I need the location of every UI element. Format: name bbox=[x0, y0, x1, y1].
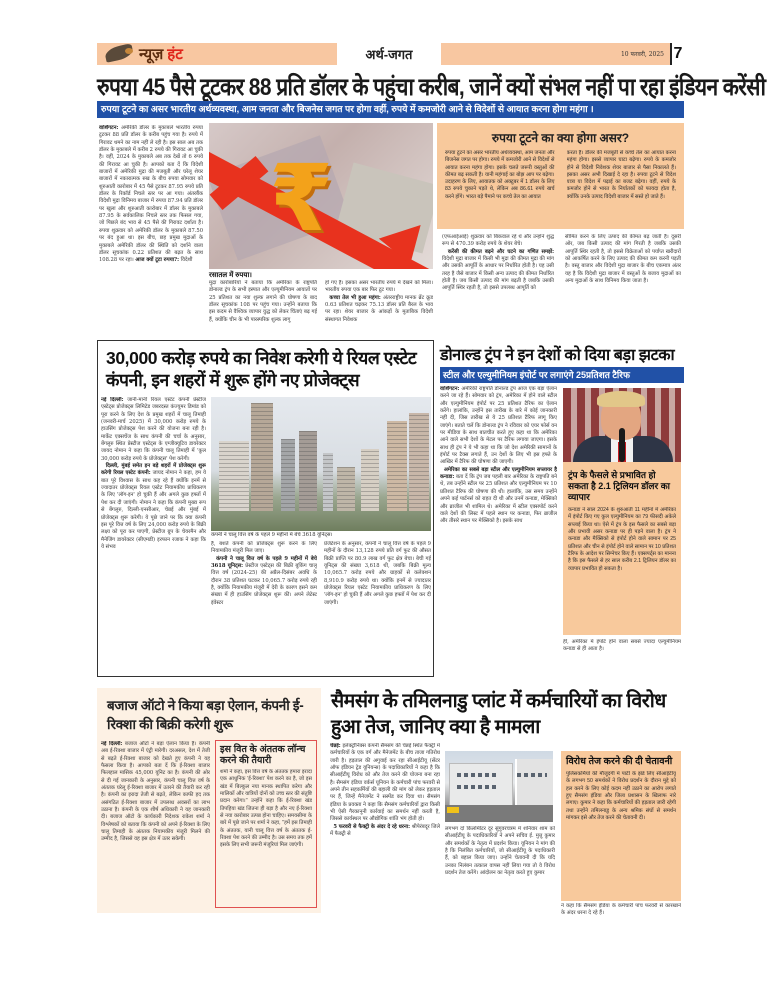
trump-photo bbox=[563, 388, 681, 462]
issue-date: 10 फरवरी, 2025 bbox=[441, 43, 670, 65]
sidebar-body: पुलिसकर्मियों की मौजूदगी में पार्टी के झंडे लिए सीआईटीयू के लगभग 50 समर्थकों ने विरोध प्रदर्शन के दौरान मुद्दे को हल करने के लिए कोई कदम नहीं उठाने का आरोप लगाते हुए सैमसंग इंडिया और जिला प्रशासन के खिलाफ नारे लगाए। कुमार ने कहा कि कर्मचारियों की हड़ताल जारी रहेगी तथा उन्होंने तमिलनाडु के अन्य श्रमिक संघों से समर्थन मांगकर इसे और तेज करने की चेतावनी दी। bbox=[566, 771, 676, 822]
lead-column-3: हो गए हैं। इसका असर भारतीय रुपये में देखने को मिला। भारतीय रुपया एक बार फिर टूट गया। कच्चा तेल भी हुआ महंगा: अंतरराष्ट्रीय मानक ब्रेंट क्रूड 0.63 प्रतिशत चढ़कर 75.13 डॉलर प्रति बैरल के भाव पर रहा। शेयर बाजार के आंकड़ों के मुताबिक विदेशी संस्थागत निवेशक bbox=[325, 280, 433, 323]
page-number: 7 bbox=[670, 43, 684, 65]
lead-column-4: (एफआईआई) शुक्रवार को बिकवाल रहे थे और उन्होंने शुद्ध रूप से 470.39 करोड़ रुपये के शेयर बेचे। करेंसी की कीमत बढ़ने और घटने का गणित समझें: विदेशी मुद्रा बाजार में किसी भी मुद्रा की कीमत मुद्रा की मांग और उसकी आपूर्ति के आधार पर निर्धारित होती है। यह उसी तरह है जैसे बाजार में किसी अन्य उत्पाद की कीमत निर्धारित होती है। जब किसी उत्पाद की मांग बढ़ती है जबकि उसकी आपूर्ति स्थिर रहती है, तो इससे उपलब्ध आपूर्ति को bbox=[442, 234, 554, 292]
subhead: कच्चा तेल भी हुआ महंगा: bbox=[329, 294, 381, 301]
samsung-headline: सैमसंग के तमिलनाडु प्लांट में कर्मचारियों का विरोध हुआ तेज, जानिए क्या है मामला bbox=[331, 690, 666, 738]
realestate-story bbox=[97, 340, 434, 677]
eagle-logo-icon bbox=[103, 44, 137, 64]
sidebar-body: कनाडा ने साल 2024 के शुरुआती 11 महीनों में अमेरिका में इंपोर्ट किए गए कुल एल्युमीनियम का 79 फीसदी अकेले सप्लाई किया था। ऐसे में ट्रंप के इस फैसले का सबसे बड़ा और प्रभावी असर कनाडा पर ही पड़ने वाला है। ट्रंप ने कनाडा और मैक्सिको से इंपोर्ट होने वाले सामान पर 25 प्रतिशत और चीन से इंपोर्ट होने वाले सामान पर 10 प्रतिशत टैरिफ के आदेश पर सिग्नेचर किए हैं। एक्सपर्ट्स का मानना है कि इस फैसले से हर साल करीब 2.1 ट्रिलियन डॉलर का व्यापार प्रभावित हो सकता है। bbox=[568, 507, 676, 572]
image-caption: रसातल में रुपया। bbox=[209, 272, 252, 279]
protest-warning-sidebar bbox=[561, 751, 681, 901]
realestate-column-2: है, बशर्ते कंपनी को प्रोजेक्ट्स शुरू करने के लिए नियामकीय मंजूरी मिल जाए। कंपनी ने चालू वित्त वर्ष के पहले 9 महीनों में बेचे 3618 यूनिट्स: प्रेस्टीज एस्टेट्स की बिक्री बुकिंग चालू वित्त वर्ष (2024-25) की अप्रैल-दिसंबर अवधि के दौरान 38 प्रतिशत घटकर 10,065.7 करोड़ रुपये रही है, क्योंकि नियामकीय मंजूरी में देरी के कारण इसने कम संख्या में ही हाउसिंग प्रोजेक्ट्स शुरू कीं। अपने लेटेस्ट इंवेस्टर bbox=[211, 541, 317, 606]
trump-column-2: ही, अमेरिका में इंपोर्ट होने वाला सबसे ज्यादा एल्युमीनियम कनाडा से ही आता है। bbox=[563, 639, 681, 653]
sidebar-title: ट्रंप के फैसले से प्रभावित हो सकता है 2.1 ट्रिलियन डॉलर का व्यापार bbox=[568, 470, 670, 502]
samsung-column-3: ने कहा कि सैमसंग इंडिया के कर्मचारी पांच फरवरी से कारखाने के अंदर धरना दे रहे हैं। bbox=[561, 903, 681, 917]
samsung-factory-image bbox=[445, 751, 553, 822]
rupee-impact-sidebar bbox=[437, 123, 684, 229]
bajaj-column-1: नई दिल्ली: बजाज ऑटो ने बड़ा ऐलान किया है। कंपनी अब ई-रिक्शा बाजार में एंट्री मारेगी। दरअसल, देश में तेजी से बढ़ते ई-रिक्शा बाजार को देखते हुए कंपनी ने यह फैसला किया है। आपको बता दें कि ई-रिक्शा बाजार फिलहाल मासिक 45,000 यूनिट का है। कंपनी की ओर से दी गई जानकारी के अनुसार, कंपनी चालू वित्त वर्ष के अंततक घरेलू ई-रिक्शा बाजार में उतरने की तैयारी कर रही है। कंपनी का इरादा तेजी से बढ़ते, लेकिन काफी हद तक असंगठित ई-रिक्शा बाजार में उपलब्ध अवसरों का लाभ उठाना है। कंपनी के एक शीर्ष अधिकारी ने यह जानकारी दी। बजाज ऑटो के कार्यकारी निदेशक राकेश शर्मा ने विश्लेषकों को बताया कि कंपनी को अपने ई-रिक्शा के लिए चालू तिमाही के अंततक नियामकीय मंजूरी मिलने की उम्मीद है, जिससे वह इस क्षेत्र में उतर सकेगी। bbox=[101, 741, 210, 843]
trade-impact-sidebar bbox=[563, 462, 681, 635]
section-title: अर्थ-जगत bbox=[337, 43, 441, 65]
dateline: वाशिंगटन: bbox=[440, 386, 460, 392]
trump-strapline: स्टील और एल्युमीनियम इंपोर्ट पर लगाएंगे 25प्रतिशत टैरिफ bbox=[440, 367, 684, 383]
samsung-column-1: चेन्नई: इलेक्ट्रॉनिक्स कंपनी सैमसंग की चेन्नई स्थित फैक्ट्री में कर्मचारियों के एक वर्ग और मैनेजमेंट के बीच ताजा गतिरोध जारी है। हड़ताल की अगुवाई कर रहा सीआईटीयू (सेंटर ऑफ इंडियन ट्रेड यूनियन्स) के पदाधिकारियों ने कहा है कि सीआईटीयू विरोध को और तेज करने की योजना बना रहा है। सैमसंग इंडिया वर्कर्स यूनियन के कर्मचारी पांच फरवरी से अपने तीन सहकर्मियों की बहाली की मांग को लेकर हड़ताल पर हैं, जिन्हें मैनेजमेंट ने सस्पेंड कर दिया था। सैमसंग इंडिया के प्रवक्ता ने कहा कि सैमसंग कर्मचारियों द्वारा किसी भी ऐसी गैरकानूनी कार्रवाई का समर्थन नहीं करती है, जिससे कार्यस्थल पर औद्योगिक शांति भंग होती हो। 5 फरवरी से फैक्ट्री के अंदर दे रहे धरना: श्रीपेरंबदूर जिले में फैक्ट्री से bbox=[330, 743, 440, 838]
microphone-icon bbox=[619, 428, 625, 462]
lead-column-2: मुद्रा कारोबारियों ने बताया कि अमेरिका के राष्ट्रपति डोनाल्ड ट्रंप के सभी इस्पात और एल्यूमीनियम आयातों पर 25 प्रतिशत का नया शुल्क लगाने की घोषणा के बाद डॉलर सूचकांक 108 पर पहुंच गया। उन्होंने बताया कि इस कदम से वैश्विक व्यापार युद्ध को लेकर चिंताएं बढ़ गई हैं, क्योंकि चीन के भी पारस्परिक शुल्क लागू bbox=[209, 280, 317, 323]
brand-name-part1: न्यूज़ bbox=[139, 46, 164, 63]
lead-column-5: सीमित करने के लिए उत्पाद की कीमत बढ़ जाती है। दूसरी ओर, जब किसी उत्पाद की मांग गिरती है जबकि उसकी आपूर्ति स्थिर रहती है, तो इससे विक्रेताओं को पर्याप्त खरीदारों को आकर्षित करने के लिए उत्पाद की कीमत कम करनी पड़ती है। वस्तु बाजार और विदेशी मुद्रा बाजार के बीच एकमात्र अंतर यह है कि विदेशी मुद्रा बाजार में वस्तुओं के बजाय मुद्राओं का अन्य मुद्राओं के साथ विनिमय किया जाता है। bbox=[565, 234, 681, 285]
image-caption: कंपनी ने चालू वित्त वर्ष के पहले 9 महीनों में बेचे 3618 यूनिट्स। bbox=[211, 532, 333, 538]
realestate-column-3: प्रेजेंटेशन के अनुसार, कंपनी ने चालू वित्त वर्ष के पहले 9 महीनों के दौरान 13,128 रुपये प्रति वर्ग फुट की औसत बिक्री प्राप्ति पर 80.9 लाख वर्ग फुट क्षेत्र बेचा। बेची गई यूनिट्स की संख्या 3,618 थी, जबकि बिक्री मूल्य 10,065.7 करोड़ रुपये और ग्राहकों से कलेक्शन 8,910.9 करोड़ रुपये था। क्योंकि इनमें से ज्यादातर प्रोजेक्ट्स रियल एस्टेट नियामकीय प्राधिकरण के लिए 'लॉग-इन' हो चुकी हैं और अगले कुछ हफ्तों में पेश कर दी जाएंगी। bbox=[324, 541, 431, 606]
sidebar-column-2: करता है। डॉलर की मजबूती से कच्चे तेल का आयात करना महंगा होगा। इससे व्यापार घाटा बढ़ेगा। रुपये के कमजोर होने से विदेशी निवेशक शेयर बाजार से पैसा निकालते हैं। इसका असर अभी दिखाई दे रहा है। रुपया टूटने से विदेश यात्रा या विदेश में पढ़ाई का बजट बढ़ेगा। वहीं, रुपये के कमजोर होने से भारत के निर्यातकों को फायदा होता है, क्योंकि उनके उत्पाद विदेशी बाजार में सस्ते हो जाते हैं। bbox=[566, 150, 676, 200]
bajaj-story bbox=[97, 688, 321, 913]
realestate-headline: 30,000 करोड़ रुपये का निवेश करेगी ये रियल एस्टेट कंपनी, इन शहरों में शुरू होंगे नए प्रोजेक्ट्स bbox=[106, 348, 417, 390]
subhead: कंपनी ने चालू वित्त वर्ष के पहले 9 महीनों में बेचे 3618 यूनिट्स: bbox=[211, 555, 317, 570]
dateline: वाशिंगटन: bbox=[99, 125, 119, 131]
masthead bbox=[97, 43, 684, 65]
dateline: चेन्नई: bbox=[330, 743, 341, 749]
sidebar-title: रुपया टूटने का क्या होगा असर? bbox=[491, 131, 630, 145]
masthead-brand bbox=[97, 43, 337, 65]
lead-strapline: रुपया टूटने का असर भारतीय अर्थव्यवस्था, आम जनता और बिजनेस जगत पर होगा वहीं, रुपये में कमजोरी आने से विदेशों से आयात करना होगा महंगा । bbox=[97, 101, 684, 118]
brand-name-part2: हंट bbox=[167, 46, 183, 63]
subhead: आज क्यों टूटा रुपया?: bbox=[135, 257, 179, 264]
rupee-symbol-icon: ₹ bbox=[269, 145, 334, 252]
dateline: नई दिल्ली: bbox=[101, 397, 124, 403]
sidebar-title: इस वित के अंततक लॉन्च करने की तैयारी bbox=[220, 744, 306, 766]
samsung-column-2: लगभग दो किलोमीटर दूर सुंगुवरचत्रम में शनिवार शाम को सीआईटीयू के पदाधिकारियों ने अपने सचिव ई. मुत्तु कुमार और समर्थकों के नेतृत्व में प्रदर्शन किया। यूनियन ने मांग की है कि निलंबित कर्मचारियों, जो सीआईटीयू के पदाधिकारी हैं, को बहाल किया जाए। उन्होंने चेतावनी दी कि यदि उनका निलंबन तत्काल वापस नहीं लिया गया तो वे विरोध प्रदर्शन तेज करेंगे। आंदोलन का नेतृत्व करते हुए कुमार bbox=[445, 826, 555, 877]
bajaj-headline: बजाज ऑटो ने किया बड़ा ऐलान, कंपनी ई-रिक्शा की बिक्री करेगी शुरू bbox=[107, 698, 304, 732]
subhead: करेंसी की कीमत बढ़ने और घटने का गणित समझें: bbox=[447, 248, 554, 255]
lead-column-1: वाशिंगटन: अमेरिकी डॉलर के मुकाबले भारतीय रुपया टूटकर 88 प्रति डॉलर के करीब पहुंच गया है। रुपये में गिरावट थमने का नाम नहीं ले रही है। इस साल अब तक डॉलर के मुकाबले में करीब 2 रुपये की गिरावट आ चुकी है। वहीं, 2024 के मुकाबले अब तक देखें तो 6 रुपये की गिरावट आ चुकी है। आपको बता दें कि विदेशी बाजारों में अमेरिकी मुद्रा की मजबूती और घरेलू शेयर बाजारों में नकारात्मक रुख के बीच रुपया सोमवार को शुरुआती कारोबार में 45 पैसे टूटकर 87.95 रुपये प्रति डॉलर के रिकॉर्ड निचले स्तर पर आ गया। अंतरबैंक विदेशी मुद्रा विनिमय बाजार में रुपया 87.94 प्रति डॉलर पर खुला और शुरुआती कारोबार में डॉलर के मुकाबले 87.95 के सर्वकालिक निचले स्तर तक फिसल गया, जो पिछले बंद भाव से 45 पैसे की गिरावट दर्शाता है। रुपया शुक्रवार को अमेरिकी डॉलर के मुकाबले 87.50 पर बंद हुआ था। इस बीच, छह प्रमुख मुद्राओं के मुकाबले अमेरिकी डॉलर की स्थिति को दर्शाने वाला डॉलर सूचकांक 0.22 प्रतिशत की बढ़त के साथ 108.28 पर रहा। आज क्यों टूटा रुपया?: विदेशी bbox=[99, 125, 203, 264]
dateline: नई दिल्ली: bbox=[101, 741, 123, 747]
sidebar-title: विरोध तेज करने की दी चेतावनी bbox=[566, 756, 673, 767]
realestate-column-1: नई दिल्ली: जानी-मानी रियल एस्टेट कंपनी प्रेस्टीज एस्टेट्स प्रोजेक्ट्स लिमिटेड जबरदस्त कंज्यूमर डिमांड को पूरा करने के लिए देश के प्रमुख शहरों में चालू तिमाही (जनवरी-मार्च 2025) में 30,000 करोड़ रुपये के हाउसिंग प्रोजेक्ट्स पेश करने की योजना बना रही है। मार्केट एक्सचेंज के साथ कंपनी की चर्चा के अनुसार, बेंगलुरु स्थित प्रेस्टीज एस्टेट्स के एग्जीक्यूटिव डायरेक्टर जायद नोमान ने कहा कि कंपनी चालू तिमाही में 'कुल 30,000 करोड़ रुपये के प्रोजेक्ट्स' पेश करेगी। दिल्ली, मुंबई समेत इन बड़े शहरों में प्रोजेक्ट्स शुरू करेगी रियल एस्टेट कंपनी: जायद नोमान ने कहा, हम ये बात पूरे विश्वास के साथ कह रहे हैं क्योंकि इनमें से ज्यादातर प्रोजेक्ट्स रियल एस्टेट नियामकीय प्राधिकरण के लिए 'लॉग-इन' हो चुकी हैं और अगले कुछ हफ्तों में पेश कर दी जाएंगी। नोमान ने कहा कि कंपनी मुख्य रूप से बेंगलुरु, दिल्ली-एनसीआर, चेन्नई और मुंबई में प्रोजेक्ट्स शुरू करेगी। ये पूछे जाने पर कि क्या कंपनी इस पूरे वित्त वर्ष के लिए 24,000 करोड़ रुपये के बिक्री लक्ष्य को पूरा कर पाएगी, प्रेस्टीज ग्रुप के चेयरमैन और मैनेजिंग डायरेक्टर (सीएमडी) इरफान रजाक ने कहा कि ये संभव bbox=[101, 397, 206, 550]
rupee-falling-image bbox=[209, 123, 433, 269]
subhead: 5 फरवरी से फैक्ट्री के अंदर दे रहे धरना: bbox=[333, 823, 411, 830]
subhead: दिल्ली, मुंबई समेत इन बड़े शहरों में प्रोजेक्ट्स शुरू करेगी रियल एस्टेट कंपनी: bbox=[101, 463, 206, 477]
trump-headline: डोनाल्ड ट्रंप ने इन देशों को दिया बड़ा झटका bbox=[440, 347, 675, 364]
launch-plan-sidebar bbox=[215, 740, 317, 908]
sidebar-body: शर्मा ने कहा, इस वित्त वर्ष के अंततक हमारा इरादा एक आधुनिक 'ई-रिक्शा' पेश करने का है, जो इस खंड में बिल्कुल नया मानक स्थापित करेगा और मालिकों और यात्रियों दोनों को उच्च स्तर की संतुष्टि प्रदान करेगा।'' उन्होंने कहा कि ई-रिक्शा खंड तिपहिया खंड जितना ही बड़ा है और नए ई-रिक्शा से नया कारोबार उत्पन्न होना चाहिए। समयसीमा के बारे में पूछे जाने पर शर्मा ने कहा, ''हमें इस तिमाही के अंततक, यानी चालू वित्त वर्ष के अंततक ई-रिक्शा पेश करने की उम्मीद है। उस समय तक हमें इसके लिए सभी जरूरी मंजूरियां मिल जाएंगी। bbox=[220, 769, 312, 849]
sidebar-column-1: रुपया टूटने का असर भारतीय अर्थव्यवस्था, आम जनता और बिजनेस जगत पर होगा। रुपये में कमजोरी आने से विदेशों से आयात करना महंगा होगा। इसके चलते जरूरी वस्तुओं की कीमत बढ़ सकती है। यानी महंगाई का बोझ आप पर बढ़ेगा। उदाहरण के लिए, आयातक को अक्टूबर में 1 डॉलर के लिए 83 रुपये चुकाने पड़ते थे, लेकिन अब 86.61 रुपये खर्च करने होंगे। भारत बड़े पैमाने पर कच्चे तेल का आयात bbox=[445, 150, 555, 200]
city-skyline-image bbox=[211, 397, 431, 531]
subhead: अमेरिका का सबसे बड़ा स्टील और एल्युमीनियम सप्लायर है कनाडा: bbox=[440, 466, 557, 481]
trump-column-1: वाशिंगटन: अमेरिकी राष्ट्रपति डोनाल्ड ट्रंप आज एक बड़ा ऐलान करने जा रहे हैं। सोमवार को ट्रंप, अमेरिका में होने वाले स्टील और एल्युमीनियम इंपोर्ट पर 25 प्रतिशत टैरिफ का ऐलान करेंगे। हालांकि, उन्होंने इस तारीख के बारे में कोई जानकारी नहीं दी, जिस तारीख से ये 25 प्रतिशत टैरिफ लागू किए जाएंगे। बताते चलें कि डोनाल्ड ट्रंप ने रविवार को एयर फोर्स वन पर मीडिया के साथ बातचीत करते हुए कहा था कि अमेरिका आने वाले सभी देशों के मेटल पर टैरिफ लगाया जाएगा। इसके साथ ही ट्रंप ने ये भी कहा था कि जो देश अमेरिकी सामानों के इंपोर्ट पर टैक्स लगाते हैं, उन देशों के लिए भी इस हफ्ते के आखिर में टैरिफ की घोषणा की जाएगी। अमेरिका का सबसे बड़ा स्टील और एल्युमीनियम सप्लायर है कनाडा: बता दें कि ट्रंप जब पहली बार अमेरिका के राष्ट्रपति बने थे, तब उन्होंने स्टील पर 25 प्रतिशत और एल्युमीनियम पर 10 प्रतिशत टैरिफ की घोषणा की थी। हालांकि, उस समय उन्होंने अपने कई पार्टनर्स को राहत दी थी और उनमें कनाडा, मेक्सिको और ब्राजील भी शामिल थे। अमेरिका में स्टील एक्सपोर्ट करने वाले देशों की लिस्ट में पहले स्थान पर कनाडा, फिर ब्राजील और तीसरे स्थान पर मेक्सिको है। इसके साथ bbox=[440, 386, 557, 525]
lead-headline: रुपया 45 पैसे टूटकर 88 प्रति डॉलर के पहुंचा करीब, जानें क्यों संभल नहीं पा रहा इंडियन करेंसी bbox=[97, 74, 766, 101]
newspaper-page bbox=[97, 43, 766, 983]
